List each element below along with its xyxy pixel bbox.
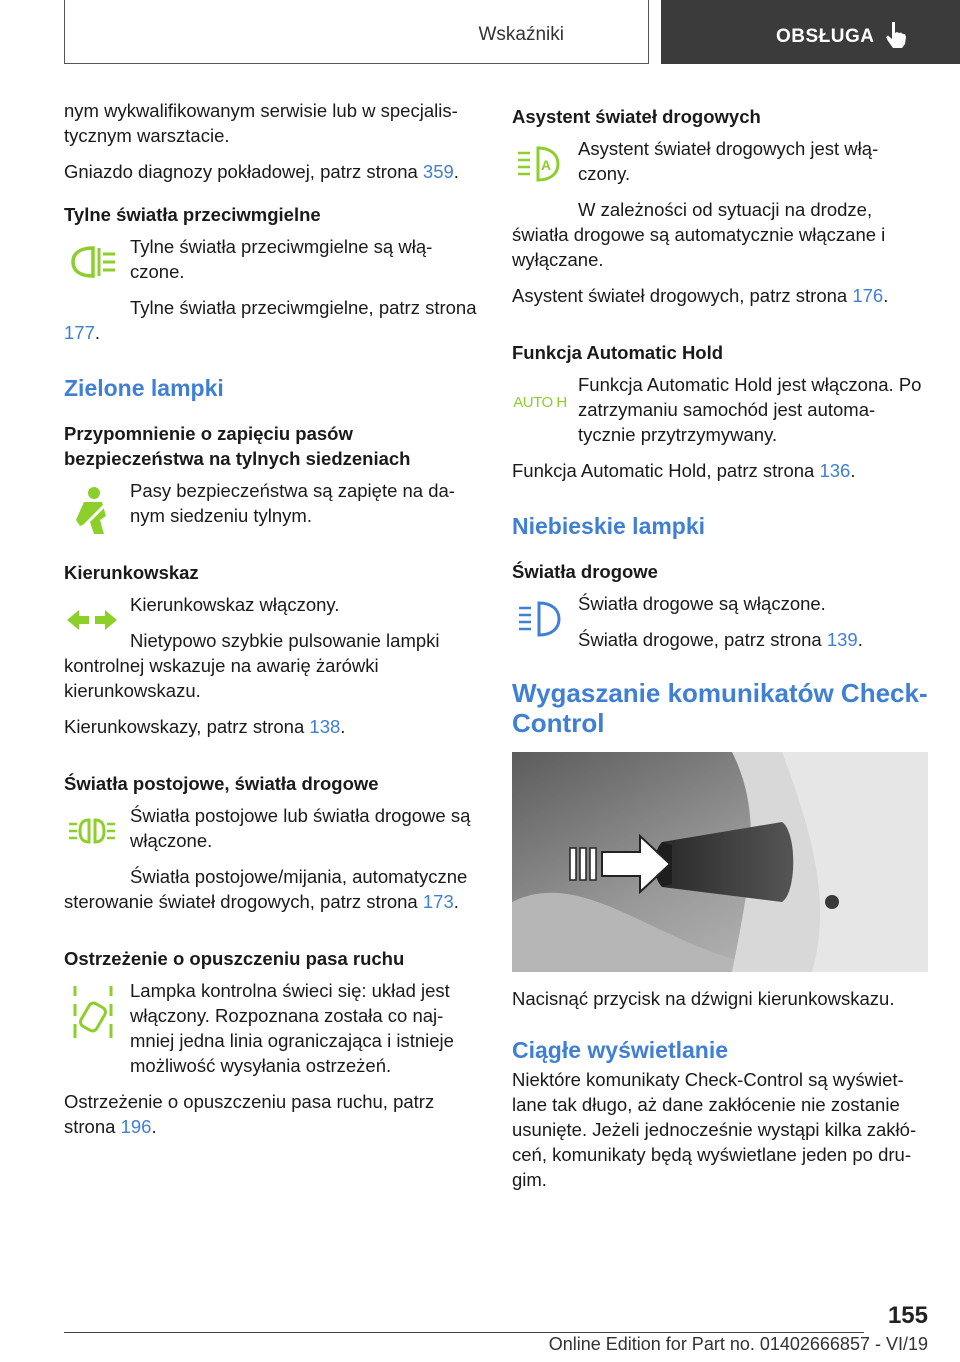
rear-fog-status: Tylne światła przeciwmgielne są włą-czone. bbox=[130, 236, 433, 282]
photo-caption: Nacisnąć przycisk na dźwigni kierunkowskazu. bbox=[512, 988, 895, 1009]
page-number: 155 bbox=[887, 1302, 928, 1329]
turn-signal-title: Kierunkowskaz bbox=[64, 562, 199, 583]
high-beam-title: Światła drogowe bbox=[512, 561, 658, 582]
lane-departure-status: Lampka kontrolna świeci się: układ jest włączony. Rozpoznana została co naj-mniej jedna linia ograniczająca i istnieje możliwość wysyłania ostrzeżeń. bbox=[130, 980, 454, 1076]
high-beam-icon bbox=[517, 599, 563, 639]
turn-signal-reference: Kierunkowskazy, patrz strona 138. bbox=[64, 716, 346, 737]
turn-signal-lever-photo bbox=[512, 752, 928, 972]
lane-departure-indicator bbox=[64, 978, 482, 1078]
page-link[interactable]: 173 bbox=[422, 891, 454, 912]
left-column bbox=[64, 98, 482, 1150]
page-link[interactable]: 359 bbox=[422, 161, 454, 182]
edition-line bbox=[64, 1334, 928, 1355]
parking-lights-title: Światła postojowe, światła drogowe bbox=[64, 773, 379, 794]
seatbelt-reminder-title: Przypomnienie o zapięciu pasów bezpieczeństwa na tylnych siedzeniach bbox=[64, 423, 411, 469]
lane-departure-title: Ostrzeżenie o opuszczeniu pasa ruchu bbox=[64, 948, 405, 969]
turn-signal-indicator bbox=[64, 592, 482, 703]
high-beam-status: Światła drogowe są włączone. bbox=[578, 593, 826, 614]
header-chapter-tab bbox=[661, 0, 960, 64]
high-beam-assistant-title: Asystent świateł drogowych bbox=[512, 106, 761, 127]
page-link[interactable]: 177 bbox=[64, 322, 95, 343]
automatic-hold-reference: Funkcja Automatic Hold, patrz strona 136. bbox=[512, 460, 856, 481]
rear-fog-reference: Tylne światła przeciwmgielne, patrz strona 177. bbox=[64, 297, 477, 343]
high-beam-assistant-indicator bbox=[512, 136, 930, 272]
high-beam-reference: Światła drogowe, patrz strona 139. bbox=[578, 629, 863, 650]
page-link[interactable]: 136 bbox=[819, 460, 851, 481]
seatbelt-status: Pasy bezpieczeństwa są zapięte na da-nym siedzeniu tylnym. bbox=[130, 480, 455, 526]
high-beam-assistant-note: W zależności od sytuacji na drodze, światła drogowe są automatycznie włączane i wyłączane. bbox=[512, 199, 886, 270]
rear-fog-lights-title: Tylne światła przeciwmgielne bbox=[64, 204, 321, 225]
svg-text:A: A bbox=[541, 157, 552, 173]
page-link[interactable]: 176 bbox=[852, 285, 884, 306]
header-chapter-title: OBSŁUGA bbox=[776, 26, 875, 47]
high-beam-assistant-reference: Asystent świateł drogowych, patrz strona 176. bbox=[512, 285, 889, 306]
green-lamps-heading: Zielone lampki bbox=[64, 375, 224, 401]
page-link[interactable]: 196 bbox=[120, 1116, 152, 1137]
parking-lights-icon bbox=[67, 816, 117, 846]
page-link[interactable]: 138 bbox=[309, 716, 341, 737]
intro-paragraph: nym wykwalifikowanym serwisie lub w specjalis-tycznym warsztacie. bbox=[64, 100, 458, 146]
edition-text: Online Edition for Part no. 01402666857 - VI/19 bbox=[548, 1334, 928, 1354]
lane-departure-icon bbox=[69, 982, 115, 1042]
rear-fog-light-icon bbox=[67, 242, 117, 282]
turn-signal-arrows-icon bbox=[65, 608, 119, 632]
turn-signal-note: Nietypowo szybkie pulsowanie lampki kontrolnej wskazuje na awarię żarówki kierunkowskazu. bbox=[64, 630, 440, 701]
diagnosis-reference: Gniazdo diagnozy pokładowej, patrz strona 359. bbox=[64, 161, 459, 182]
page-footer bbox=[64, 1300, 928, 1360]
automatic-hold-status: Funkcja Automatic Hold jest włączona. Po zatrzymaniu samochód jest automa-tycznie przytrzymywany. bbox=[578, 374, 922, 445]
continuous-display-heading: Ciągłe wyświetlanie bbox=[512, 1037, 729, 1063]
parking-lights-reference: Światła postojowe/mijania, automatyczne sterowanie świateł drogowych, patrz strona 173. bbox=[64, 866, 468, 912]
header-section-title: Wskaźniki bbox=[478, 24, 564, 45]
automatic-hold-title: Funkcja Automatic Hold bbox=[512, 342, 724, 363]
parking-lights-indicator bbox=[64, 803, 482, 914]
right-column bbox=[512, 98, 930, 1203]
parking-lights-status: Światła postojowe lub światła drogowe są włączone. bbox=[130, 805, 471, 851]
automatic-hold-indicator bbox=[512, 372, 930, 447]
page-link[interactable]: 139 bbox=[826, 629, 858, 650]
seatbelt-icon bbox=[72, 486, 112, 536]
high-beam-indicator bbox=[512, 591, 930, 652]
continuous-display-text: Niektóre komunikaty Check-Control są wyświet-lane tak długo, aż dane zakłócenie nie zostanie usunięte. Jeżeli jednocześnie wystąpi kilka zakłó-ceń, komunikaty będą wyświetlane jeden po dru-gim. bbox=[512, 1069, 917, 1190]
blue-lamps-heading: Niebieskie lampki bbox=[512, 513, 706, 539]
lane-departure-reference: Ostrzeżenie o opuszczeniu pasa ruchu, patrz strona 196. bbox=[64, 1091, 435, 1137]
turn-signal-status: Kierunkowskaz włączony. bbox=[130, 594, 340, 615]
high-beam-assistant-icon bbox=[516, 144, 564, 184]
pointing-hand-icon bbox=[885, 20, 907, 50]
header-section-tab bbox=[64, 0, 649, 64]
seatbelt-indicator bbox=[64, 478, 482, 528]
rear-fog-lights-indicator bbox=[64, 234, 482, 345]
check-control-heading: Wygaszanie komunikatów Check-Control bbox=[512, 678, 928, 738]
footer-divider bbox=[64, 1332, 864, 1333]
auto-hold-icon: AUTO H bbox=[513, 393, 567, 411]
high-beam-assistant-status: Asystent świateł drogowych jest włą-czony. bbox=[578, 138, 879, 184]
page-header bbox=[0, 0, 960, 66]
